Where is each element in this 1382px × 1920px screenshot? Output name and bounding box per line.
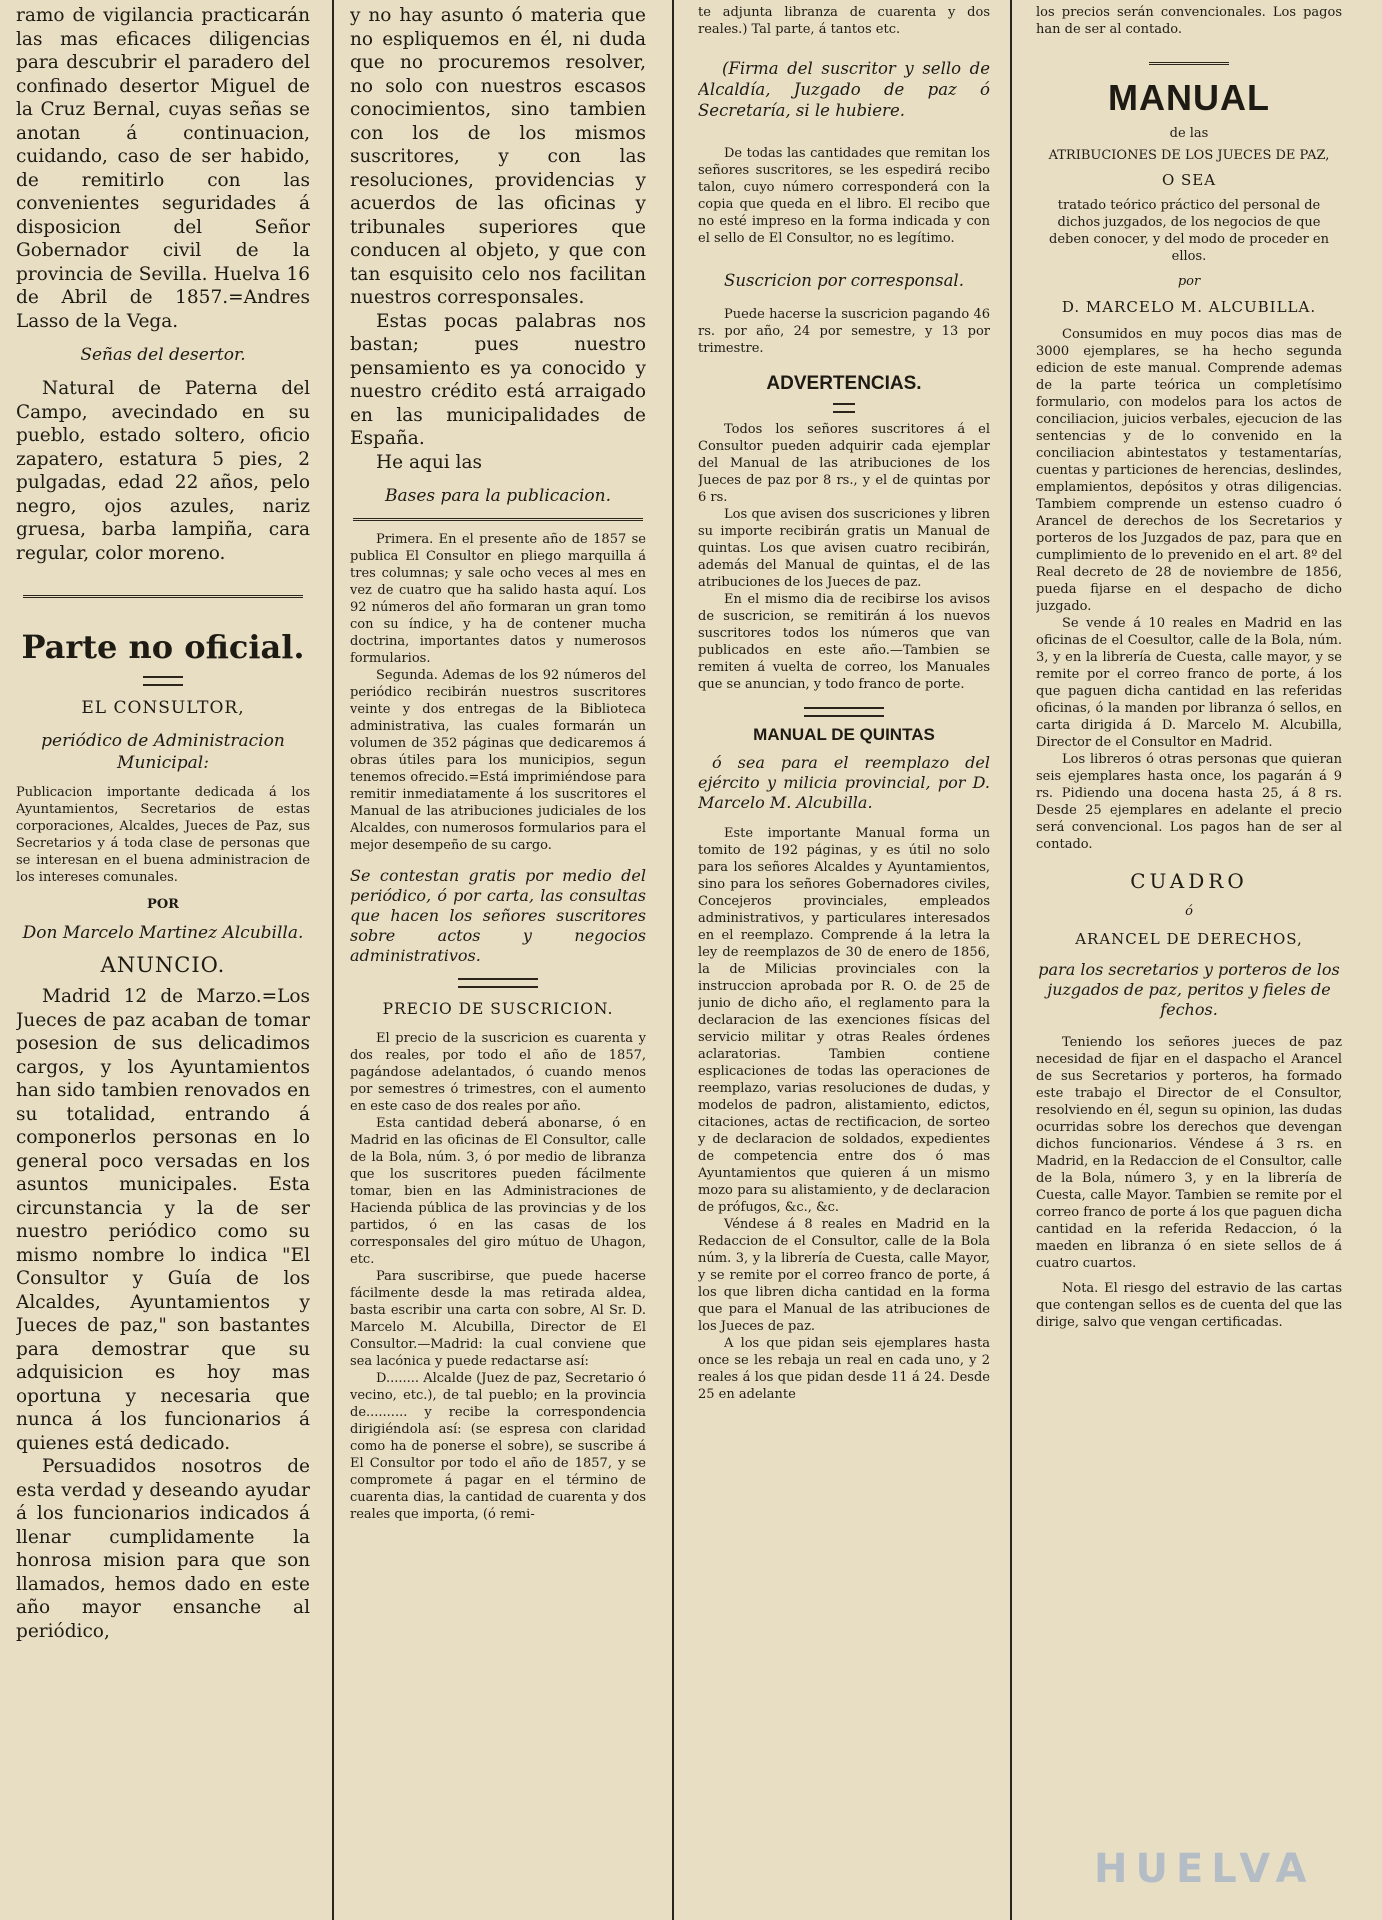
o-sea-label: O SEA xyxy=(1161,171,1217,189)
desertor-notice: ramo de vigilancia practicarán las mas eficaces diligencias para descubrir el paradero del confinado desertor Miguel de la Cruz Bernal, cuyas señas se anotan á continuacion, cuidando, caso de ser habido, de remitirlo con las convenientes seguridades á disposicion del Señor Gobernador civil de la provincia de Sevilla. Huelva 16 de Abril de 1857.=Andres Lasso de la Vega. xyxy=(16,5,310,332)
precio-text: El precio de la suscricion es cuarenta y dos reales, por todo el año de 1857, pagándose adelantados, ó cuando menos por semestres ó trimestres, con el aumento en este caso de dos reales por año. xyxy=(350,1031,646,1114)
senas-text: Natural de Paterna del Campo, avecindado en su pueblo, estado soltero, oficio zapatero, estatura 5 pies, 2 pulgadas, edad 22 años, pelo negro, ojos azules, nariz gruesa, barba lampiña, cara regular, color moreno. xyxy=(16,378,310,564)
body-text: y no hay asunto ó materia que no espliquemos en él, ni duda que no procuremos resolver, no solo con nuestros escasos conocimientos, sino tambien con los de los mismos suscritores, y con las resoluciones, providencias y acuerdos de las oficinas y tribunales superiores que conducen al objeto, y que con tan esquisito celo nos facilitan nuestros corresponsales. xyxy=(350,5,646,308)
segunda-text: Segunda. Ademas de los 92 números del periódico recibirán nuestros suscritores veinte y dos entregas de la Biblioteca administrativa, las cuales formarán un volumen de 352 páginas que dedicaremos á obras útiles para los municipios, segun tenemos ofrecido.=Está imprimiéndose para remitir inmediatamente á los suscritores el Manual de las atribuciones judiciales de los Alcaldes, con numerosos formularios para el mejor desempeño de su cargo. xyxy=(350,668,646,853)
precio-text-2: Esta cantidad deberá abonarse, ó en Madrid en las oficinas de El Consultor, calle de la Bola, núm. 3, ó por medio de libranza que los suscritores pueden fácilmente tomar, bien en las Administraciones de Hacienda pública de las provincias y de los partidos, ó en las casas de los corresponsales del giro mútuo de Uhagon, etc. xyxy=(350,1116,646,1267)
column-1 xyxy=(16,4,310,1643)
column-rule xyxy=(332,0,334,1920)
manual-quintas-heading: MANUAL DE QUINTAS xyxy=(753,725,935,744)
separator xyxy=(353,518,643,521)
separator xyxy=(1149,62,1229,65)
manual-quintas-text: Este importante Manual forma un tomito de 192 páginas, y es útil no solo para los señores Alcaldes y Ayuntamientos, sino para los señores Gobernadores civiles, Concejeros provinciales, empleados administrativos, y particulares interesados en el reemplazo. Comprende á la letra la ley de reemplazos de 30 de enero de 1856, la de Milicias provinciales con la instruccion aprobada por R. O. de 25 de junio de dicho año, el reglamento para la declaracion de las exenciones físicas del servicio militar y otras Reales órdenes aclaratorias. Tambien contiene esplicaciones de todas las operaciones de reemplazo, varias resoluciones de dudas, y modelos de padron, alistamiento, edictos, citaciones, actas de rectificacion, de sorteo y de declaracion de soldados, expedientes de competencia entre dos ó mas Ayuntamientos que quieren á un mismo mozo para su alistamiento, y de declaracion de prófugos, &c., &c. xyxy=(698,826,990,1215)
watermark: HUELVA xyxy=(1094,1846,1315,1892)
parte-no-oficial-heading: Parte no oficial. xyxy=(21,628,305,666)
consultor-title: EL CONSULTOR, xyxy=(81,698,245,718)
body-text-2: Estas pocas palabras nos bastan; pues nuestro pensamiento es ya conocido y nuestro crédito está arraigado en las municipalidades de España. xyxy=(350,310,646,449)
periodico-subtitle: periódico de Administracion Municipal: xyxy=(41,731,285,773)
por-label: POR xyxy=(147,897,179,912)
column-2 xyxy=(350,4,646,1523)
manual-quintas-text-2: Véndese á 8 reales en Madrid en la Redaccion de el Consultor, calle de la Bola núm. 3, y la librería de Cuesta, calle Mayor, y se remite por el correo franco de porte, á los que libren dicha cantidad en la forma que para el Manual de las atribuciones de los Jueces de paz. xyxy=(698,1217,990,1334)
corresponsal-text: Puede hacerse la suscricion pagando 46 rs. por año, 24 por semestre, y 13 por trimestre. xyxy=(698,307,990,356)
corresponsal-heading: Suscricion por corresponsal. xyxy=(724,271,964,290)
anuncio-heading: ANUNCIO. xyxy=(100,953,226,977)
precio-text-3: Para suscribirse, que puede hacerse fácilmente desde la mas retirada aldea, basta escribir una carta con sobre, Al Sr. D. Marcelo M. Alcubilla, Director de El Consultor.—Madrid: la cual conviene que sea lacónica y puede redactarse así: xyxy=(350,1269,646,1369)
senas-heading: Señas del desertor. xyxy=(80,345,246,365)
manual-text: Consumidos en muy pocos dias mas de 3000 ejemplares, se ha hecho segunda edicion de este manual. Comprende ademas de la parte teórica un completísimo formulario, con modelos para los actos de conciliacion, juicios verbales, ejecucion de las sentencias y de lo convenido en la conciliacion abintestatos y testamentarías, cuentas y particiones de herencias, deslindes, emplamientos, depósitos y otras diligencias. Tambiem comprende un estenso cuadro ó Arancel de derechos de los Secretarios y porteros de los Juzgados de paz, para que en cumplimiento de lo prevenido en el art. 8º del Real decreto de 28 de noviembre de 1856, pueda fijarse en el despacho de dicho juzgado. xyxy=(1036,327,1342,614)
bases-heading: Bases para la publicacion. xyxy=(385,486,611,506)
por-label: por xyxy=(1177,274,1201,289)
ornament xyxy=(458,978,538,988)
manual-heading: MANUAL xyxy=(1108,77,1270,118)
atribuciones-heading: ATRIBUCIONES DE LOS JUECES DE PAZ, xyxy=(1048,148,1330,163)
manual-text-3: Los libreros ó otras personas que quieran seis ejemplares hasta once, los pagarán á 9 rs. Pidiendo una docena hasta 25, á 8 rs. Desde 25 ejemplares en adelante el precio será convencional. Los pagos han de ser al contado. xyxy=(1036,752,1342,852)
arancel-text: Teniendo los señores jueces de paz necesidad de fijar en el daspacho el Arancel de sus Secretarios y porteros, ha formado este trabajo el Director de el Consultor, resolviendo en él, segun su opinion, las dudas ocurridas sobre los derechos que devengan dichos funcionarios. Véndese á 3 rs. en Madrid, en la Redaccion de el Consultor, calle de la Bola, número 3, y en la librería de Cuesta, calle Mayor. Tambien se remite por el correo franco de porte á los que paguen dicha cantidad en la referida Redaccion, ó la maeden en libranza ó en siete sellos de á cuatro cuartos. xyxy=(1036,1035,1342,1271)
de-las-label: de las xyxy=(1169,126,1209,141)
anuncio-text: Madrid 12 de Marzo.=Los Jueces de paz acaban de tomar posesion de sus delicadimos cargos, y los Ayuntamientos han sido tambien renovados en su totalidad, entrando á componerlos personas en lo general poco versadas en los asuntos municipales. Esta circunstancia y la de ser nuestro periódico como su mismo nombre lo indica "El Consultor y Guía de los Alcaldes, Ayuntamientos y Jueces de paz," son bastantes para demostrar que su adquisicion es hoy mas oportuna y necesaria que nunca á los funcionarios á quienes está dedicado. xyxy=(16,986,310,1454)
recibo-text: De todas las cantidades que remitan los señores suscritores, se les espedirá recibo talon, cuyo número corresponderá con la copia que queda en el libro. El recibo que no esté impreso en la forma indicada y con el sello de El Consultor, no es legítimo. xyxy=(698,146,990,246)
advertencias-text-3: En el mismo dia de recibirse los avisos de suscricion, se remitirán á los nuevos suscritores todos los números que van publicados en este año.—Tambien se remiten á vuelta de correo, los Manuales que se anuncian, y todo franco de porte. xyxy=(698,592,990,692)
body-text: los precios serán convencionales. Los pagos han de ser al contado. xyxy=(1036,5,1342,37)
manual-text-2: Se vende á 10 reales en Madrid en las oficinas de el Coesultor, calle de la Bola, núm. 3, y en la librería de Cuesta, calle mayor, y se remite por el correo franco de porte, á los que paguen dicha cantidad en las referidas oficinas, ó la manden por libranza ó sellos, en carta dirigida á D. Marcelo M. Alcubilla, Director de el Consultor en Madrid. xyxy=(1036,616,1342,750)
anuncio-text-2: Persuadidos nosotros de esta verdad y deseando ayudar á los funcionarios indicados á llenar cumplidamente la honrosa mision para que son llamados, hemos dado en este año mayor ensanche al periódico, xyxy=(16,1456,310,1642)
reemplazo-subtitle: ó sea para el reemplazo del ejército y milicia provincial, por D. Marcelo M. Alcubilla. xyxy=(698,753,990,812)
separator xyxy=(23,595,303,598)
cuadro-heading: CUADRO xyxy=(1130,869,1248,893)
body-text-3: He aqui las xyxy=(376,451,482,473)
manual-quintas-text-3: A los que pidan seis ejemplares hasta once se les rebaja un real en cada uno, y 2 reales á los que pidan desde 11 á 24. Desde 25 en adelante xyxy=(698,1336,990,1402)
column-rule xyxy=(672,0,674,1920)
ornament xyxy=(143,676,183,686)
body-text: te adjunta libranza de cuarenta y dos reales.) Tal parte, á tantos etc. xyxy=(698,5,990,37)
ornament xyxy=(804,707,884,717)
tratado-text: tratado teórico práctico del personal de dichos juzgados, de los negocios de que deben conocer, y del modo de proceder en ellos. xyxy=(1049,198,1329,264)
advertencias-text: Todos los señores suscritores á el Consultor pueden adquirir cada ejemplar del Manual de las atribuciones de los Jueces de paz por 8 rs., y el de quintas por 6 rs. xyxy=(698,422,990,505)
nota-text: Nota. El riesgo del estravio de las cartas que contengan sellos es de cuenta del que las dirige, salvo que vengan certificadas. xyxy=(1036,1281,1342,1330)
publicacion-text: Publicacion importante dedicada á los Ayuntamientos, Secretarios de estas corporaciones, Alcaldes, Jueces de Paz, sus Secretarios y á toda clase de personas que se interesan en el buena administracion de los intereses comunales. xyxy=(16,785,310,885)
arancel-subtitle: para los secretarios y porteros de los juzgados de paz, peritos y fieles de fechos. xyxy=(1038,960,1340,1019)
column-rule xyxy=(1010,0,1012,1920)
precio-text-4: D........ Alcalde (Juez de paz, Secretario ó vecino, etc.), de tal pueblo; en la provincia de.......... y recibe la correspondencia dirigiéndola así: (se espresa con claridad como ha de ponerse el sobre), se suscribe á El Consultor por todo el año de 1857, y se compromete á pagar en el término de cuarenta dias, la cantidad de cuarenta y dos reales que importa, (ó remi- xyxy=(350,1371,646,1522)
advertencias-text-2: Los que avisen dos suscriciones y libren su importe recibirán gratis un Manual de quintas. Los que avisen cuatro recibirán, además del Manual de quintas, el de las atribuciones de los Jueces de paz. xyxy=(698,507,990,590)
precio-heading: PRECIO DE SUSCRICION. xyxy=(382,1000,614,1018)
author-name: D. MARCELO M. ALCUBILLA. xyxy=(1061,298,1317,316)
advertencias-heading: ADVERTENCIAS. xyxy=(766,373,922,394)
ornament xyxy=(833,403,855,413)
column-4 xyxy=(1036,4,1342,1331)
author-name: Don Marcelo Martinez Alcubilla. xyxy=(22,923,304,943)
primera-text: Primera. En el presente año de 1857 se publica El Consultor en pliego marquilla á tres columnas; y sale ocho veces al mes en vez de cuatro que ha salido hasta aquí. Los 92 números del año formaran un gran tomo con su índice, y ha de contener mucha doctrina, importantes datos y numerosos formularios. xyxy=(350,532,646,666)
column-3 xyxy=(698,4,990,1403)
arancel-heading: ARANCEL DE DERECHOS, xyxy=(1075,930,1303,948)
contestan-text: Se contestan gratis por medio del periódico, ó por carta, las consultas que hacen los señores suscritores sobre actos y negocios administrativos. xyxy=(350,866,646,965)
o-label: ó xyxy=(1185,904,1193,919)
firma-text: (Firma del suscritor y sello de Alcaldía, Juzgado de paz ó Secretaría, si le hubiere. xyxy=(698,59,990,120)
